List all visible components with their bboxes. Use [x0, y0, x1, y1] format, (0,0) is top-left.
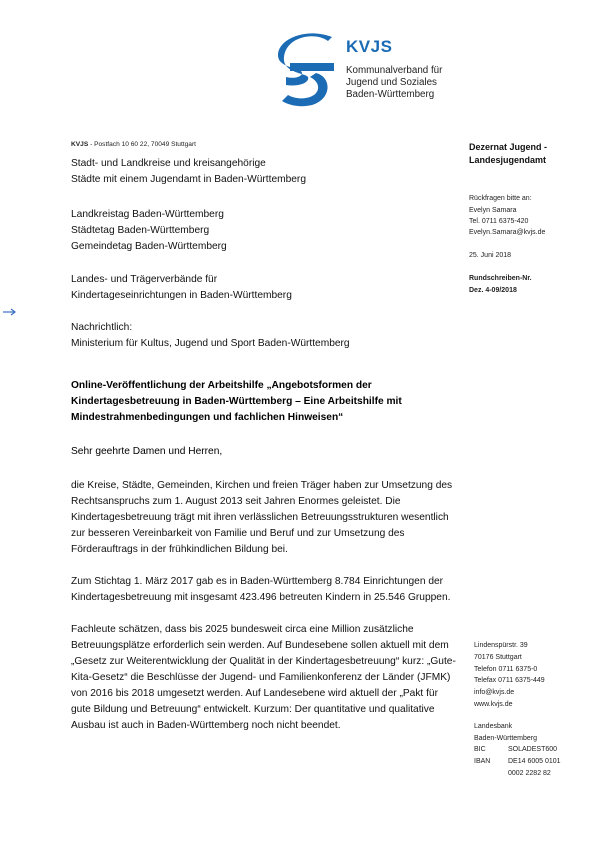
cc-label: Nachrichtlich: [71, 322, 133, 333]
recipient-line: Landkreistag Baden-Württemberg [71, 209, 224, 220]
circular-label: Rundschreiben-Nr. [469, 275, 532, 282]
letter-subject: Online-Veröffentlichung der Arbeitshilfe „Angebotsformen der Kindertagesbetreuung in Baden-Württemberg – Eine Arbeitshilfe mit Mindestrahmenbedingungen und fachlichen Hinweisen“ [71, 380, 402, 423]
fold-mark-arrow-icon [3, 306, 17, 318]
recipient-line: Städte mit einem Jugendamt in Baden-Württemberg [71, 174, 306, 185]
bic-value: SOLADEST600 [508, 746, 558, 753]
office-fax: Telefax 0711 6375-449 [474, 677, 545, 684]
office-email[interactable]: info@kvjs.de [474, 689, 515, 696]
logo-subtitle-line-2: Jugend und Soziales [346, 77, 437, 88]
body-paragraph: die Kreise, Städte, Gemeinden, Kirchen und freien Träger haben zur Umsetzung des Rechtsanspruchs zum 1. August 2013 seit Jahren Enormes geleistet. Die Kindertagesbetreuung trägt mit ihren verlässlichen Betreuungsstrukturen wesentlich zur besseren Vereinbarkeit von Familie und Beruf und zur Umsetzung des Förderauftrags in der frühkindlichen Bildung bei. [71, 480, 453, 555]
bic-label: BIC [474, 746, 486, 753]
recipient-line: Landes- und Trägerverbände für [71, 274, 218, 285]
recipient-line: Ministerium für Kultus, Jugend und Sport Baden-Württemberg [71, 338, 350, 349]
bank-iban-row [474, 758, 561, 765]
logo-subtitle-line-3: Baden-Württemberg [346, 89, 435, 100]
letter-date: 25. Juni 2018 [469, 252, 512, 259]
contact-phone: Tel. 0711 6375-420 [469, 218, 529, 225]
iban-value-continued: 0002 2282 82 [508, 770, 551, 777]
bank-name: Baden-Württemberg [474, 735, 538, 742]
body-paragraph: Fachleute schätzen, dass bis 2025 bundesweit circa eine Million zusätzliche Betreuungsplätze erforderlich sein werden. Auf Bundesebene sollen aktuell mit dem „Gesetz zur Weiterentwicklung der Qualität in der Kindertagesbetreuung“ kurz: „Gute-Kita-Gesetz“ die Beschlüsse der Jugend- und Familienkonferenz der Länder (JFMK) von 2016 bis 2018 umgesetzt werden. Auf Landesebene wird aktuell der „Pakt für gute Bildung und Betreuung“ entwickelt. Kurzum: Der quantitative und qualitative Ausbau ist auch in Baden-Württemberg noch nicht beendet. [71, 624, 456, 731]
bank-name: Landesbank [474, 723, 513, 730]
contact-email[interactable]: Evelyn.Samara@kvjs.de [469, 229, 546, 236]
office-phone: Telefon 0711 6375-0 [474, 666, 538, 673]
salutation: Sehr geehrte Damen und Herren, [71, 446, 223, 457]
recipient-line: Stadt- und Landkreise und kreisangehörige [71, 158, 266, 169]
iban-value: DE14 6005 0101 [508, 758, 561, 765]
kvjs-logo-mark-icon [276, 33, 336, 107]
logo-title: KVJS [346, 37, 393, 56]
recipient-line: Gemeindetag Baden-Württemberg [71, 241, 227, 252]
logo-subtitle-line-1: Kommunalverband für [346, 65, 443, 76]
recipient-line: Kindertageseinrichtungen in Baden-Württemberg [71, 290, 292, 301]
department-name: Dezernat Jugend - [469, 142, 548, 152]
circular-number: Dez. 4-09/2018 [469, 287, 517, 294]
office-website[interactable]: www.kvjs.de [474, 701, 513, 708]
body-paragraph: Zum Stichtag 1. März 2017 gab es in Baden-Württemberg 8.784 Einrichtungen der Kindertagesbetreuung mit insgesamt 423.496 betreuten Kindern in 25.546 Gruppen. [71, 576, 451, 603]
department-name: Landesjugendamt [469, 155, 547, 165]
recipient-line: Städtetag Baden-Württemberg [71, 225, 210, 236]
office-city: 70176 Stuttgart [474, 654, 522, 661]
sender-address-line [71, 141, 196, 148]
sender-postal: - Postfach 10 60 22, 70049 Stuttgart [88, 141, 197, 148]
bank-bic-row [474, 746, 557, 753]
iban-label: IBAN [474, 758, 491, 765]
contact-label: Rückfragen bitte an: [469, 195, 532, 202]
office-street: Lindenspürstr. 39 [474, 642, 528, 649]
sender-org: KVJS [71, 141, 89, 148]
contact-name: Evelyn Samara [469, 207, 517, 214]
kvjs-logo [276, 33, 566, 107]
